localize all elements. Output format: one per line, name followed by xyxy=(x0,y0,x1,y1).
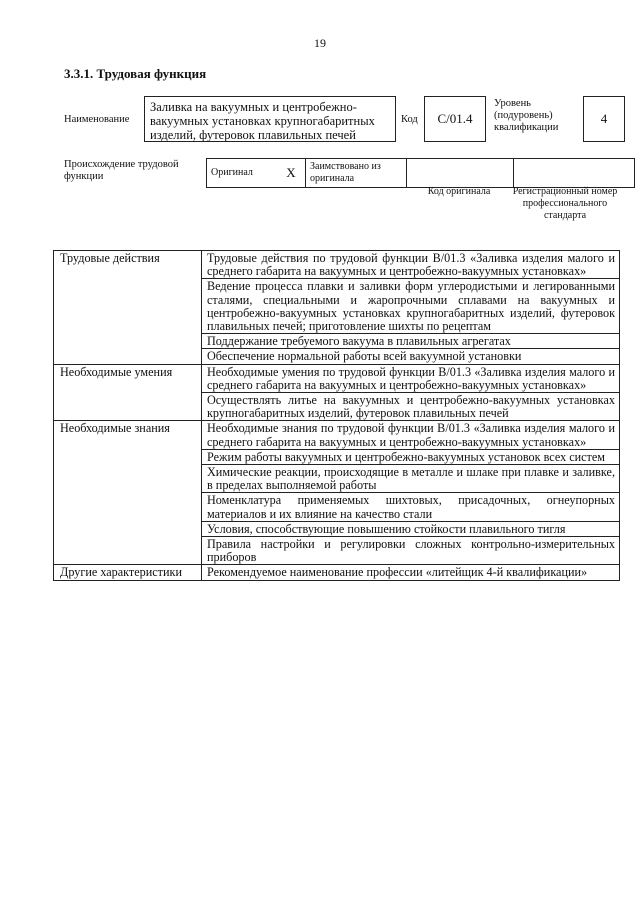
item-cell: Правила настройки и регулировки сложных контрольно-измерительных приборов xyxy=(202,537,620,565)
level-label: Уровень (подуровень) квалификации xyxy=(494,98,559,133)
category-cell: Другие характеристики xyxy=(54,565,202,580)
item-cell: Трудовые действия по трудовой функции В/01.3 «Заливка изделия малого и среднего габарита на вакуумных и центробежно-вакуумных установках» xyxy=(202,251,620,279)
table-row xyxy=(54,565,620,580)
code-label: Код xyxy=(401,114,418,125)
level-box xyxy=(583,96,625,142)
reg-number-cell xyxy=(514,159,635,188)
function-name-box: Заливка на вакуумных и центробежно-вакуумных установках крупногабаритных изделий, футеровок плавильных печей xyxy=(144,96,396,142)
level-value: 4 xyxy=(600,111,608,126)
item-cell: Химические реакции, происходящие в металле и шлаке при плавке и заливке, в пределах выполняемой работы xyxy=(202,465,620,493)
category-cell: Необходимые знания xyxy=(54,421,202,565)
category-cell: Необходимые умения xyxy=(54,364,202,421)
original-code-cell xyxy=(407,159,514,188)
item-cell: Режим работы вакуумных и центробежно-вакуумных установок всех систем xyxy=(202,449,620,464)
item-cell: Номенклатура применяемых шихтовых, присадочных, огнеупорных материалов и их влияние на качество стали xyxy=(202,493,620,521)
borrowed-label: Заимствовано из оригинала xyxy=(306,159,407,188)
function-table xyxy=(53,250,620,581)
category-cell: Трудовые действия xyxy=(54,251,202,365)
origin-table xyxy=(206,158,635,188)
item-cell: Поддержание требуемого вакуума в плавильных агрегатах xyxy=(202,334,620,349)
item-cell: Ведение процесса плавки и заливки форм углеродистыми и легированными сталями, специальными и жаропрочными сплавами на вакуумных и центробежно-вакуумных установках крупногабаритных изделий, футеровок плавильных печей; приготовление шихты по рецептам xyxy=(202,279,620,334)
item-cell: Условия, способствующие повышению стойкости плавильного тигля xyxy=(202,521,620,536)
origin-label: Происхождение трудовой функции xyxy=(64,159,179,182)
original-label: Оригинал xyxy=(207,159,278,188)
item-cell: Необходимые умения по трудовой функции В/01.3 «Заливка изделия малого и среднего габарита на вакуумных и центробежно-вакуумных установках» xyxy=(202,364,620,392)
original-code-label: Код оригинала xyxy=(427,186,491,197)
item-cell: Обеспечение нормальной работы всей вакуумной установки xyxy=(202,349,620,364)
table-row xyxy=(54,251,620,279)
table-row xyxy=(54,364,620,392)
name-label: Наименование xyxy=(64,114,130,125)
reg-number-label: Регистрационный номер профессионального стандарта xyxy=(512,186,618,221)
item-cell: Необходимые знания по трудовой функции В/01.3 «Заливка изделия малого и среднего габарита на вакуумных и центробежно-вакуумных установках» xyxy=(202,421,620,449)
original-mark: X xyxy=(277,159,306,188)
table-row xyxy=(54,421,620,449)
page-number: 19 xyxy=(314,36,326,50)
item-cell: Рекомендуемое наименование профессии «литейщик 4-й квалификации» xyxy=(202,565,620,580)
section-title: 3.3.1. Трудовая функция xyxy=(64,66,207,81)
item-cell: Осуществлять литье на вакуумных и центробежно-вакуумных установках крупногабаритных изделий, футеровок плавильных печей xyxy=(202,393,620,421)
function-code: С/01.4 xyxy=(437,111,473,126)
function-code-box xyxy=(424,96,486,142)
